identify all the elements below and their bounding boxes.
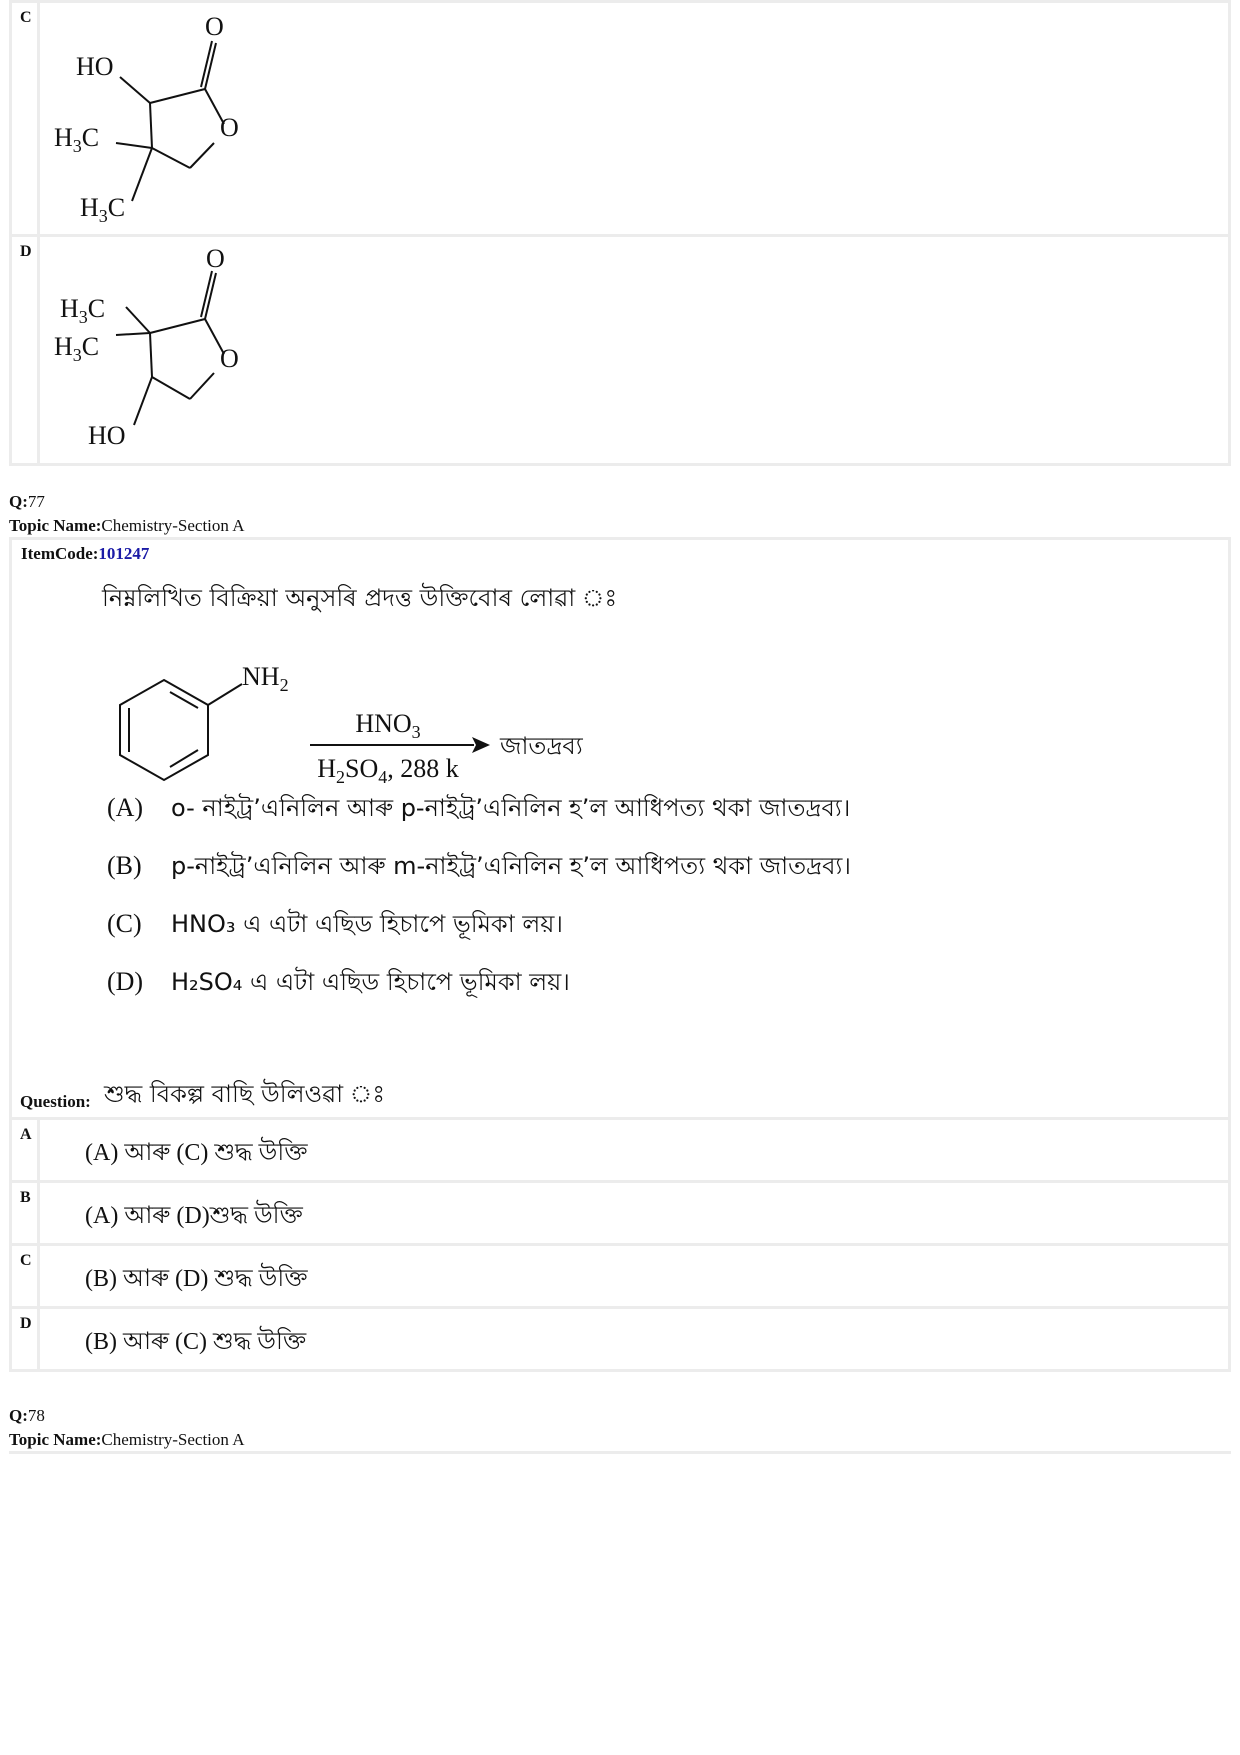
structure-d bbox=[40, 237, 1228, 463]
svg-text:H3C: $H_3C$ bbox=[54, 123, 100, 156]
item-code: ItemCode:101247 bbox=[21, 544, 150, 563]
option-letter: D bbox=[12, 237, 40, 463]
svg-text:H3C: $H_3C$ bbox=[80, 193, 126, 226]
benzene-ring-icon bbox=[120, 680, 242, 780]
reaction-scheme bbox=[92, 650, 692, 800]
q77-question-box bbox=[9, 537, 1231, 1117]
q78-meta bbox=[9, 1404, 244, 1452]
q77-meta bbox=[9, 490, 244, 538]
option-row-c[interactable] bbox=[12, 3, 1228, 234]
option-text: (A) আৰু (D)শুদ্ধ উক্তি bbox=[85, 1203, 303, 1229]
lactone-structure-c bbox=[40, 3, 300, 234]
option-text: (B) আৰু (D) শুদ্ধ উক্তি bbox=[85, 1266, 308, 1292]
reagent-bottom: $H_2SO_4$, 288 k bbox=[317, 754, 459, 787]
svg-text:HO: HO bbox=[88, 421, 126, 450]
svg-text:O: O bbox=[220, 344, 239, 373]
svg-text:O: O bbox=[220, 113, 239, 142]
question-number: Q:78 bbox=[9, 1406, 45, 1425]
statement-d: (D) H₂SO₄ এ এটা এছিড হিচাপে ভূমিকা লয়। bbox=[107, 967, 570, 996]
option-letter: C bbox=[12, 1246, 40, 1306]
statement-a: (A) o- নাইট্ৰ’এনিলিন আৰু p-নাইট্ৰ’এনিলিন হ’ল আধিপত্য থকা জাতদ্ৰব্য। bbox=[107, 793, 851, 822]
option-text: (A) আৰু (C) শুদ্ধ উক্তি bbox=[85, 1140, 308, 1166]
instruction-text: নিম্নলিখিত বিক্রিয়া অনুসৰি প্ৰদত্ত উক্তিবোৰ লোৱা ঃ bbox=[102, 584, 618, 612]
question-number: Q:77 bbox=[9, 492, 45, 511]
arrow-head-icon bbox=[472, 737, 490, 753]
lactone-structure-d bbox=[40, 237, 300, 463]
statement-c: (C) HNO₃ এ এটা এছিড হিচাপে ভূমিকা লয়। bbox=[107, 909, 563, 938]
svg-text:H3C: $H_3C$ bbox=[54, 332, 100, 365]
svg-text:O: O bbox=[206, 244, 225, 273]
topic-name: Topic Name:Chemistry-Section A bbox=[9, 1430, 245, 1449]
topic-name: Topic Name:Chemistry-Section A bbox=[9, 516, 245, 535]
product-label: জাতদ্ৰব্য bbox=[500, 732, 583, 760]
structure-c bbox=[40, 3, 1228, 234]
q77-options-table bbox=[9, 1117, 1231, 1372]
svg-text:HO: HO bbox=[76, 52, 114, 81]
option-row-a[interactable] bbox=[12, 1120, 1228, 1180]
reagent-top: $HNO_3$ bbox=[355, 709, 421, 742]
q78-box-top-border bbox=[9, 1451, 1231, 1454]
question-text: শুদ্ধ বিকল্প বাছি উলিওৱা ঃ bbox=[104, 1080, 386, 1108]
option-letter: D bbox=[12, 1309, 40, 1369]
prev-options-table bbox=[9, 0, 1231, 466]
option-text: (B) আৰু (C) শুদ্ধ উক্তি bbox=[85, 1329, 307, 1355]
option-row-c[interactable] bbox=[12, 1246, 1228, 1306]
svg-text:O: O bbox=[205, 12, 224, 41]
option-letter: A bbox=[12, 1120, 40, 1180]
option-letter: B bbox=[12, 1183, 40, 1243]
svg-text:H3C: $H_3C$ bbox=[60, 294, 106, 327]
nh2-label: $NH_2$ bbox=[242, 662, 289, 695]
option-row-d[interactable] bbox=[12, 1309, 1228, 1369]
option-row-b[interactable] bbox=[12, 1183, 1228, 1243]
statement-b: (B) p-নাইট্ৰ’এনিলিন আৰু m-নাইট্ৰ’এনিলিন হ’ল আধিপত্য থকা জাতদ্ৰব্য। bbox=[107, 851, 851, 880]
option-letter: C bbox=[12, 3, 40, 234]
question-label: Question: bbox=[20, 1092, 91, 1111]
option-row-d[interactable] bbox=[12, 237, 1228, 463]
